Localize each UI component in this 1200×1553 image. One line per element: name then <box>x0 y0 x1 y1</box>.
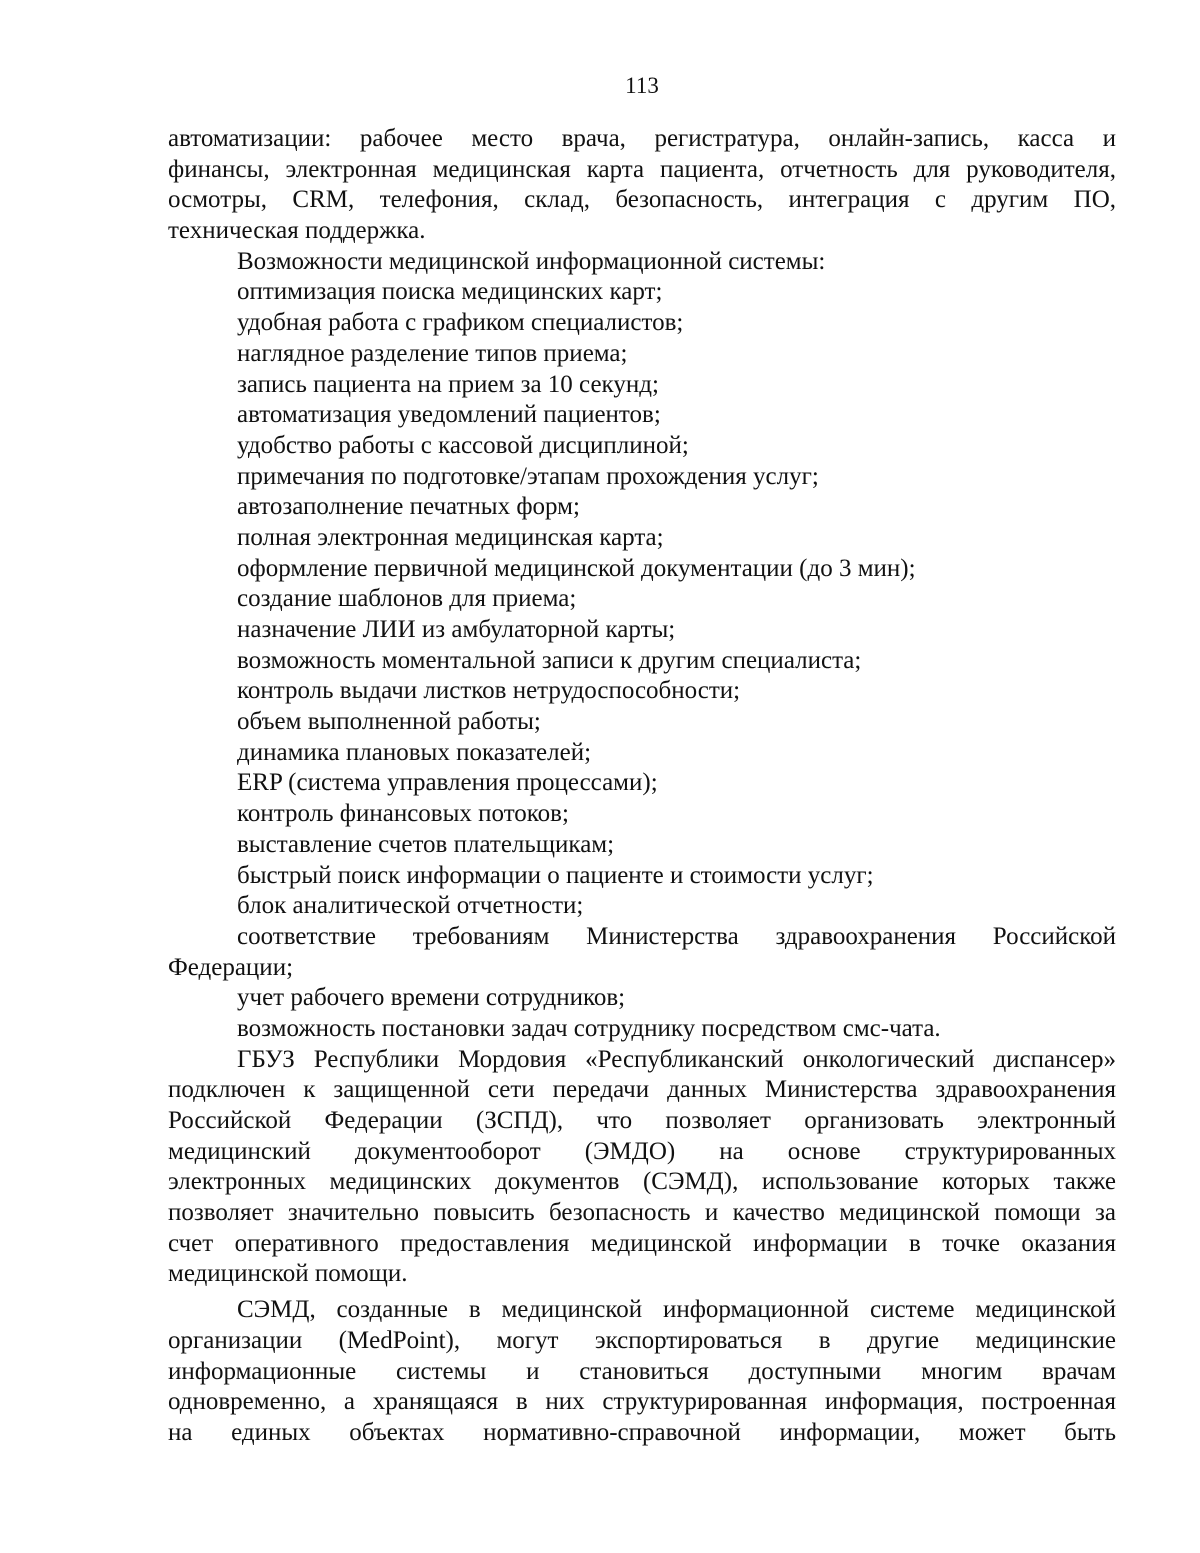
feature-item: контроль выдачи листков нетрудоспособности; <box>237 677 741 705</box>
feature-item: полная электронная медицинская карта; <box>237 523 664 551</box>
feature-item: удобная работа с графиком специалистов; <box>237 309 684 337</box>
intro-line: осмотры, CRM, телефония, склад, безопасность, интеграция с другим ПО, <box>168 186 1116 214</box>
paragraph-line: медицинский документооборот (ЭМДО) на основе структурированных <box>168 1137 1116 1165</box>
paragraph-line: информационные системы и становиться доступными многим врачам <box>168 1357 1116 1385</box>
feature-item: возможность моментальной записи к другим специалиста; <box>237 646 862 674</box>
document-body <box>168 124 1116 1449</box>
feature-item: автоматизация уведомлений пациентов; <box>237 401 661 429</box>
intro-line: техническая поддержка. <box>168 217 426 245</box>
feature-item: объем выполненной работы; <box>237 708 541 736</box>
paragraph-line: электронных медицинских документов (СЭМД), использование которых также <box>168 1168 1116 1196</box>
paragraph-line: счет оперативного предоставления медицинской информации в точке оказания <box>168 1229 1116 1257</box>
feature-item: контроль финансовых потоков; <box>237 800 569 828</box>
paragraph-line: медицинской помощи. <box>168 1260 408 1288</box>
intro-line: финансы, электронная медицинская карта пациента, отчетность для руководителя, <box>168 155 1116 183</box>
intro-line: автоматизации: рабочее место врача, регистратура, онлайн-запись, касса и <box>168 125 1116 152</box>
paragraph-line: позволяет значительно повысить безопасность и качество медицинской помощи за <box>168 1199 1116 1227</box>
paragraph-line: Российской Федерации (ЗСПД), что позволяет организовать электронный <box>168 1107 1116 1134</box>
feature-item: наглядное разделение типов приема; <box>237 339 628 367</box>
feature-item: ERP (система управления процессами); <box>237 769 658 797</box>
feature-item: создание шаблонов для приема; <box>237 585 577 613</box>
feature-item: оптимизация поиска медицинских карт; <box>237 278 663 306</box>
feature-item: быстрый поиск информации о пациенте и стоимости услуг; <box>237 861 874 889</box>
page-number: 113 <box>625 73 659 98</box>
paragraph-line: на единых объектах нормативно-справочной информации, может быть <box>168 1418 1116 1446</box>
paragraph-line: одновременно, а хранящаяся в них структурированная информация, построенная <box>168 1388 1116 1416</box>
paragraph-line: ГБУЗ Республики Мордовия «Республиканский онкологический диспансер» <box>237 1045 1116 1073</box>
paragraph-line: подключен к защищенной сети передачи данных Министерства здравоохранения <box>168 1076 1116 1104</box>
features-heading: Возможности медицинской информационной системы: <box>237 247 826 275</box>
feature-item-compliance: Федерации; <box>168 953 294 981</box>
feature-item: автозаполнение печатных форм; <box>237 493 580 521</box>
feature-item: оформление первичной медицинской документации (до 3 мин); <box>237 554 916 582</box>
feature-item: удобство работы с кассовой дисциплиной; <box>237 431 689 459</box>
paragraph-line: организации (MedPoint), могут экспортироваться в другие медицинские <box>168 1326 1116 1354</box>
feature-item: назначение ЛИИ из амбулаторной карты; <box>237 616 676 643</box>
feature-item-compliance: соответствие требованиям Министерства здравоохранения Российской <box>237 922 1116 950</box>
feature-item: блок аналитической отчетности; <box>237 892 584 920</box>
feature-item: примечания по подготовке/этапам прохождения услуг; <box>237 462 819 490</box>
feature-item: учет рабочего времени сотрудников; <box>237 984 626 1012</box>
feature-item: возможность постановки задач сотруднику посредством смс-чата. <box>237 1014 941 1042</box>
feature-item: выставление счетов плательщикам; <box>237 830 615 858</box>
feature-item: запись пациента на прием за 10 секунд; <box>237 370 659 398</box>
feature-item: динамика плановых показателей; <box>237 738 592 766</box>
paragraph-line: СЭМД, созданные в медицинской информационной системе медицинской <box>237 1296 1116 1324</box>
